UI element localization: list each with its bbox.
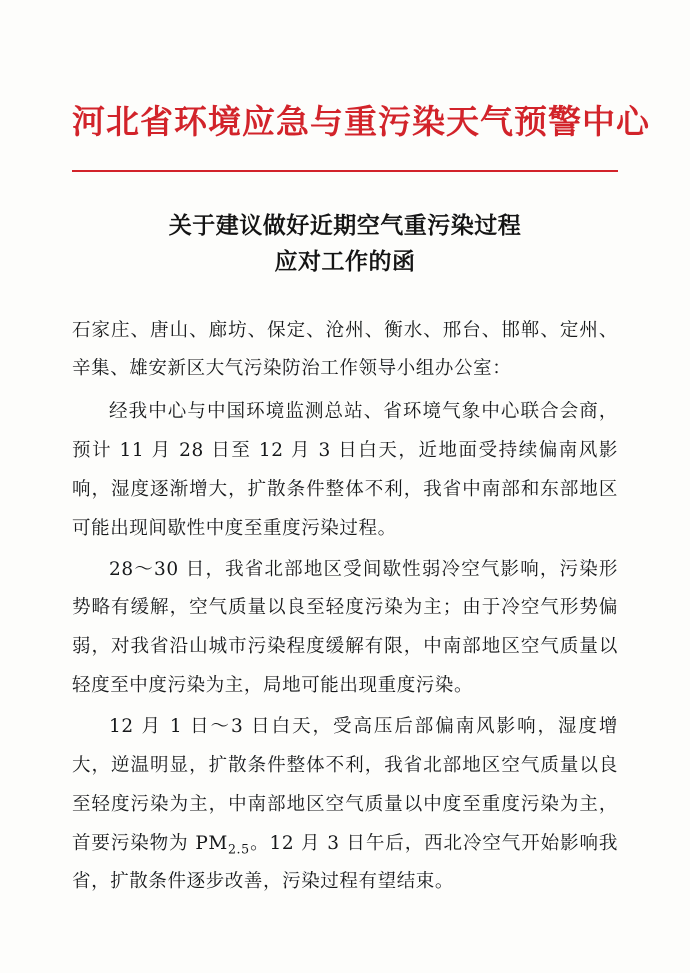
letterhead-title: 河北省环境应急与重污染天气预警中心 — [72, 102, 650, 141]
title-line-1: 关于建议做好近期空气重污染过程 — [168, 212, 522, 240]
paragraph-3-text-after: 。12 月 3 日午后，西北冷空气开始影响我省，扩散条件逐步改善，污染过程有望结束。 — [72, 832, 619, 893]
letterhead-divider — [72, 170, 618, 172]
body-paragraph-1: 经我中心与中国环境监测总站、省环境气象中心联合会商，预计 11 月 28 日至 12 月 3 日白天，近地面受持续偏南风影响，湿度逐渐增大，扩散条件整体不利，我省中南部和东部地区可能出现间歇性中度至重度污染过程。 — [72, 401, 618, 539]
document-title — [72, 208, 618, 279]
document-body — [72, 312, 618, 903]
title-line-2: 应对工作的函 — [274, 247, 416, 275]
pm25-subscript: 2.5 — [227, 841, 250, 857]
paragraph-3-text-before: 12 月 1 日～3 日白天，受高压后部偏南风影响，湿度增大，逆温明显，扩散条件整体不利，我省北部地区空气质量以良至轻度污染为主，中南部地区空气质量以中度至重度污染为主，首要污染物为 PM — [72, 716, 618, 854]
body-paragraph-3 — [72, 708, 618, 902]
addressee-line: 石家庄、唐山、廊坊、保定、沧州、衡水、邢台、邯郸、定州、辛集、雄安新区大气污染防治工作领导小组办公室： — [72, 319, 618, 380]
body-paragraph-2: 28～30 日，我省北部地区受间歇性弱冷空气影响，污染形势略有缓解，空气质量以良至轻度污染为主；由于冷空气形势偏弱，对我省沿山城市污染程度缓解有限，中南部地区空气质量以轻度至中度污染为主，局地可能出现重度污染。 — [72, 558, 618, 697]
